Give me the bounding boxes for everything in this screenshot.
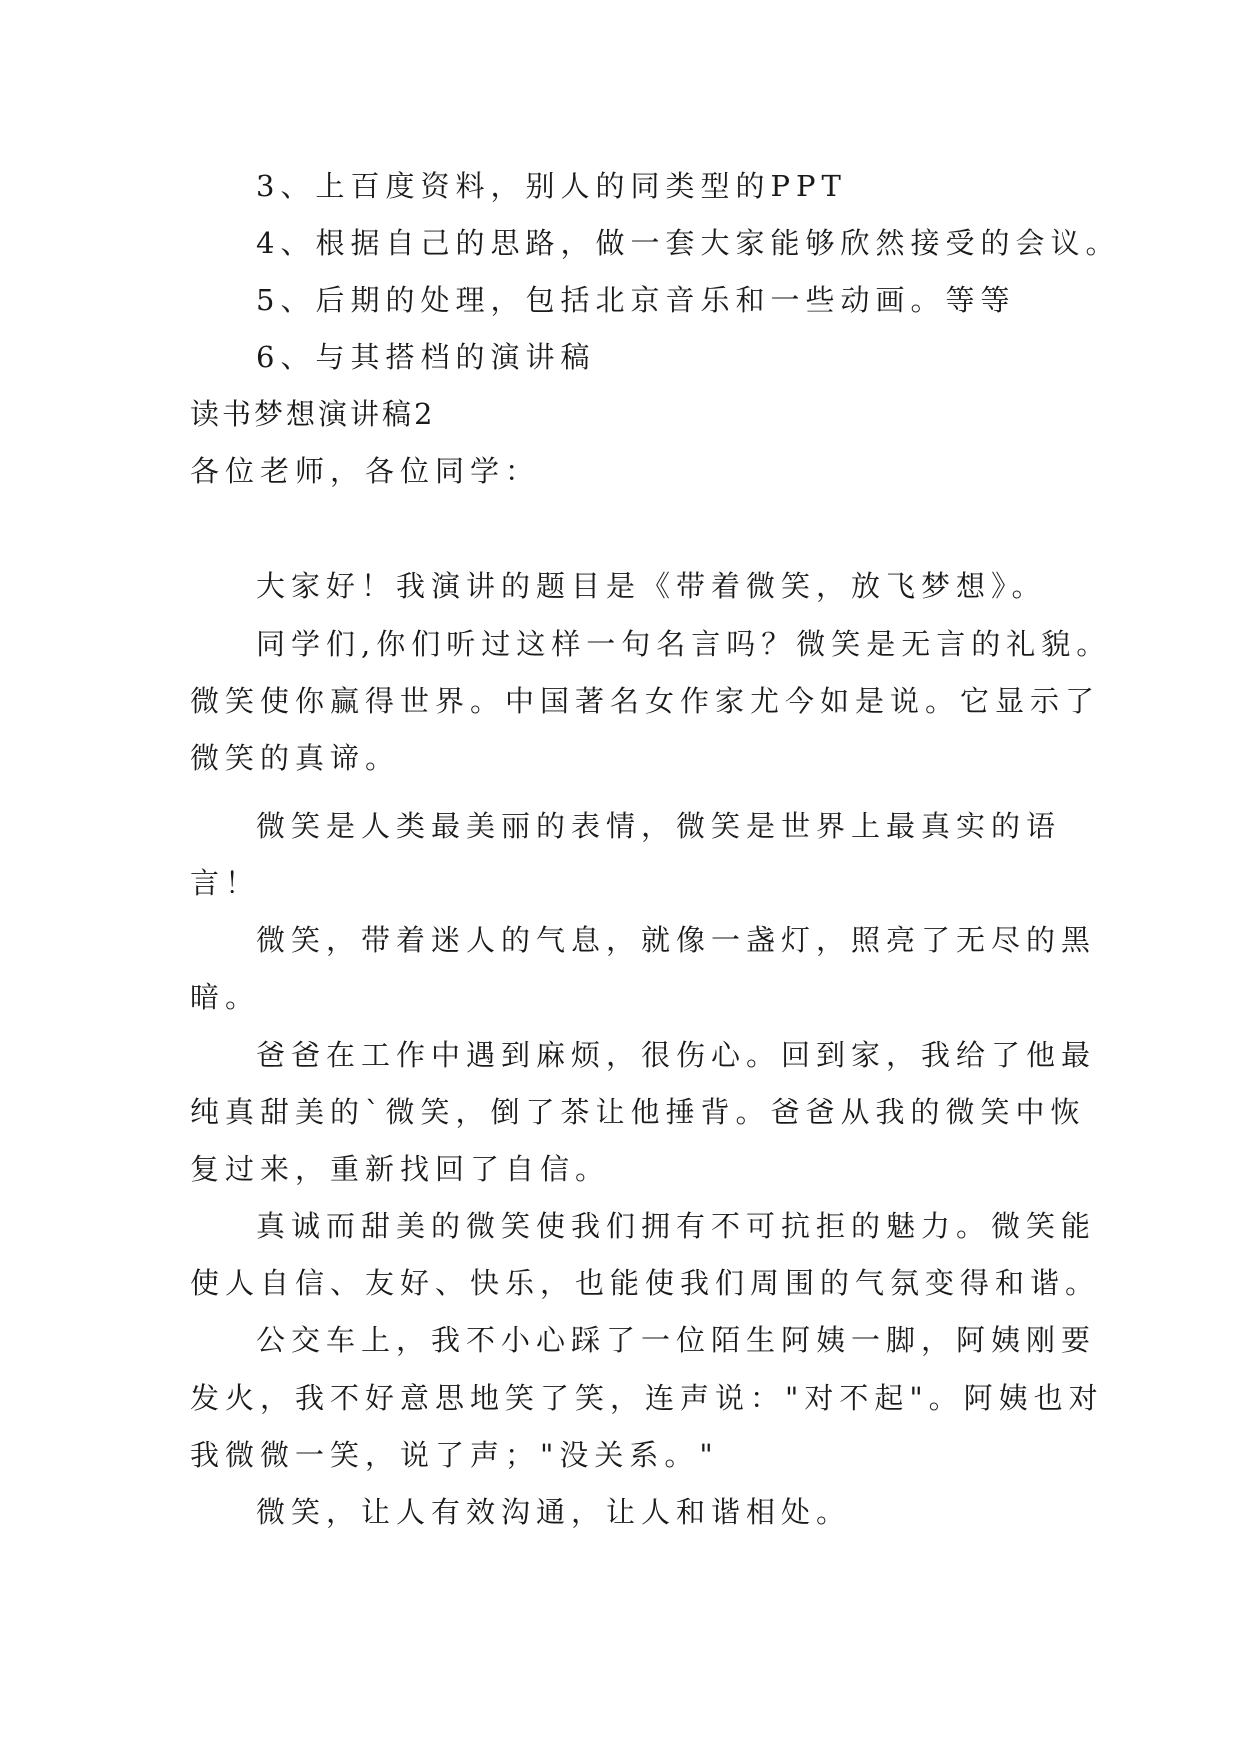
paragraph-line: 大家好！我演讲的题目是《带着微笑，放飞梦想》。 [256,569,1047,603]
list-item: 6、与其搭档的演讲稿 [256,340,596,374]
list-item: 4、根据自己的思路，做一套大家能够欣然接受的会议。 [256,226,1121,260]
paragraph-line: 微笑，带着迷人的气息，就像一盏灯，照亮了无尽的黑 [256,923,1097,957]
paragraph-line: 复过来，重新找回了自信。 [190,1152,611,1186]
paragraph-line: 同学们,你们听过这样一句名言吗？微笑是无言的礼貌。 [256,627,1112,661]
paragraph-line: 我微微一笑，说了声；"没关系。" [190,1438,719,1472]
list-item: 5、后期的处理，包括北京音乐和一些动画。等等 [256,283,1016,317]
paragraph-line: 发火，我不好意思地笑了笑，连声说："对不起"。阿姨也对 [190,1381,1104,1415]
paragraph-line: 言！ [190,866,261,900]
list-item: 3、上百度资料，别人的同类型的PPT [256,169,847,203]
paragraph-line: 公交车上，我不小心踩了一位陌生阿姨一脚，阿姨刚要 [256,1323,1097,1357]
paragraph-line: 使人自信、友好、快乐，也能使我们周围的气氛变得和谐。 [190,1266,1101,1300]
paragraph-line: 纯真甜美的`微笑，倒了茶让他捶背。爸爸从我的微笑中恢 [190,1095,1086,1129]
paragraph-line: 真诚而甜美的微笑使我们拥有不可抗拒的魅力。微笑能 [256,1209,1097,1243]
paragraph-line: 爸爸在工作中遇到麻烦，很伤心。回到家，我给了他最 [256,1038,1097,1072]
paragraph-line: 微笑的真谛。 [190,741,401,775]
paragraph-line: 微笑使你赢得世界。中国著名女作家尤今如是说。它显示了 [190,684,1101,718]
paragraph-line: 微笑，让人有效沟通，让人和谐相处。 [256,1495,852,1529]
paragraph-line: 微笑是人类最美丽的表情，微笑是世界上最真实的语 [256,809,1062,843]
paragraph-line: 暗。 [190,980,261,1014]
salutation: 各位老师，各位同学： [190,454,541,488]
section-title: 读书梦想演讲稿2 [190,397,436,431]
